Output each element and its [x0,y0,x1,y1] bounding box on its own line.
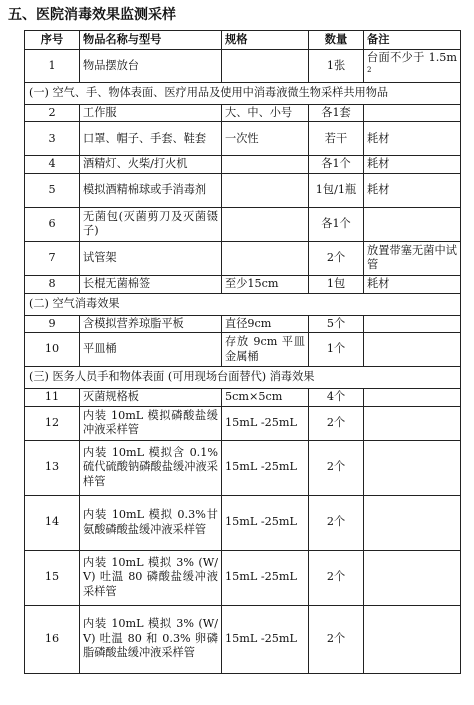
cell-note: 耗材 [364,173,461,207]
cell-spec: 15mL -25mL [222,440,309,495]
cell-spec [222,156,309,174]
cell-note [364,495,461,550]
cell-qty: 各1个 [309,207,364,241]
cell-note [364,406,461,440]
cell-spec: 直径9cm [222,315,309,333]
cell-spec [222,50,309,83]
cell-name: 无菌包(灭菌剪刀及灭菌镊子) [80,207,222,241]
table-row [25,173,461,207]
cell-qty: 2个 [309,406,364,440]
table-row [25,207,461,241]
table-row [25,315,461,333]
cell-qty: 1包 [309,275,364,293]
cell-spec: 15mL -25mL [222,495,309,550]
table-header-row [25,31,461,50]
cell-no: 3 [25,122,80,156]
cell-qty: 1张 [309,50,364,83]
section-row [25,82,461,104]
table-row [25,495,461,550]
cell-name: 试管架 [80,241,222,275]
note-text: 台面不少于 1.5m [367,51,457,64]
note-superscript: 2 [367,65,372,74]
cell-note: 放置带塞无菌中试管 [364,241,461,275]
cell-no: 12 [25,406,80,440]
cell-spec [222,207,309,241]
table-row [25,241,461,275]
cell-qty: 各1个 [309,156,364,174]
table-row [25,122,461,156]
cell-spec: 15mL -25mL [222,406,309,440]
cell-note [364,605,461,673]
table-row [25,50,461,83]
table-row [25,406,461,440]
cell-note [364,50,461,83]
cell-no: 5 [25,173,80,207]
cell-name: 内装 10mL 模拟磷酸盐缓冲液采样管 [80,406,222,440]
cell-name: 长棍无菌棉签 [80,275,222,293]
section-row [25,367,461,389]
cell-note: 耗材 [364,275,461,293]
cell-no: 16 [25,605,80,673]
table-row [25,275,461,293]
table-row [25,333,461,367]
table-row [25,550,461,605]
cell-spec: 至少15cm [222,275,309,293]
cell-no: 6 [25,207,80,241]
cell-qty: 若干 [309,122,364,156]
cell-note [364,315,461,333]
cell-spec: 大、中、小号 [222,104,309,122]
cell-no: 15 [25,550,80,605]
cell-name: 含模拟营养琼脂平板 [80,315,222,333]
table-row [25,605,461,673]
cell-no: 9 [25,315,80,333]
cell-name: 内装 10mL 模拟 0.3%甘氨酸磷酸盐缓冲液采样管 [80,495,222,550]
header-note: 备注 [364,31,461,50]
sampling-items-table [24,30,461,674]
table-row [25,440,461,495]
header-qty: 数量 [309,31,364,50]
cell-no: 2 [25,104,80,122]
section-row [25,293,461,315]
cell-note [364,104,461,122]
cell-qty: 4个 [309,389,364,407]
cell-no: 11 [25,389,80,407]
cell-qty: 2个 [309,550,364,605]
cell-no: 1 [25,50,80,83]
page-title: 五、医院消毒效果监测采样 [8,7,176,23]
cell-name: 灭菌规格板 [80,389,222,407]
table-row [25,389,461,407]
cell-name: 内装 10mL 模拟 3% (W/V) 吐温 80 和 0.3% 卵磷脂磷酸盐缓冲液采样管 [80,605,222,673]
cell-qty: 1包/1瓶 [309,173,364,207]
cell-name: 模拟酒精棉球或手消毒剂 [80,173,222,207]
table-row [25,156,461,174]
cell-no: 10 [25,333,80,367]
cell-name: 工作服 [80,104,222,122]
cell-name: 酒精灯、火柴/打火机 [80,156,222,174]
cell-note [364,389,461,407]
cell-name: 内装 10mL 模拟 3% (W/V) 吐温 80 磷酸盐缓冲液采样管 [80,550,222,605]
cell-qty: 5个 [309,315,364,333]
cell-qty: 2个 [309,440,364,495]
cell-qty: 2个 [309,605,364,673]
cell-spec: 5cm×5cm [222,389,309,407]
cell-qty: 2个 [309,241,364,275]
cell-note: 耗材 [364,122,461,156]
cell-note [364,333,461,367]
cell-name: 口罩、帽子、手套、鞋套 [80,122,222,156]
cell-name: 物品摆放台 [80,50,222,83]
header-spec: 规格 [222,31,309,50]
cell-spec: 15mL -25mL [222,550,309,605]
cell-spec: 存放 9cm 平皿金属桶 [222,333,309,367]
cell-no: 4 [25,156,80,174]
cell-note [364,207,461,241]
cell-no: 8 [25,275,80,293]
section-title-3: (三) 医务人员手和物体表面 (可用现场台面替代) 消毒效果 [25,367,461,389]
cell-no: 14 [25,495,80,550]
section-title-1: (一) 空气、手、物体表面、医疗用品及使用中消毒液微生物采样共用物品 [25,82,461,104]
cell-spec [222,241,309,275]
cell-spec [222,173,309,207]
cell-note [364,440,461,495]
cell-spec: 一次性 [222,122,309,156]
cell-no: 7 [25,241,80,275]
section-title-2: (二) 空气消毒效果 [25,293,461,315]
cell-spec: 15mL -25mL [222,605,309,673]
cell-note: 耗材 [364,156,461,174]
cell-no: 13 [25,440,80,495]
cell-name: 平皿桶 [80,333,222,367]
cell-name: 内装 10mL 模拟含 0.1% 硫代硫酸钠磷酸盐缓冲液采样管 [80,440,222,495]
table-row [25,104,461,122]
cell-qty: 各1套 [309,104,364,122]
cell-qty: 1个 [309,333,364,367]
cell-qty: 2个 [309,495,364,550]
cell-note [364,550,461,605]
header-name: 物品名称与型号 [80,31,222,50]
header-no: 序号 [25,31,80,50]
